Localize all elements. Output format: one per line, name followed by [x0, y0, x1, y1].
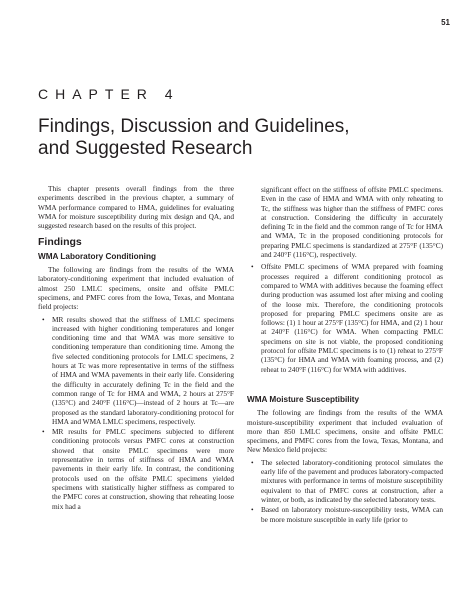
chapter-title [38, 116, 458, 160]
right-column [247, 185, 443, 525]
intro-paragraph: This chapter presents overall findings from the three experiments described in the previous chapter, a summary of WMA performance compared to HMA, guidelines for evaluating WMA for moisture susceptibility during mix design and QA, and suggested research based on the results of this project. [38, 184, 234, 231]
page-number: 51 [441, 18, 450, 27]
lab-finding-item: • Offsite PMLC specimens of WMA prepared with foaming processes required a different conditioning protocol as compared to WMA with additives because the foaming effect during production was assumed lost after mixing and cooling of the loose mix. Therefore, the conditioning protocols proposed for preparing PMLC specimens onsite are as follows: (1) 1 hour at 275°F (135°C) for HMA, and (2) 1 hour at 240°F (116°C) for WMA. When compacting PMLC specimens on site is not viable, the proposed conditioning protocol for offsite PMLC specimens is to (1) reheat to 275°F (135°C) for HMA and WMA with foaming process, and (2) reheat to 240°F (116°C) for WMA with additives. [247, 262, 443, 374]
findings-heading: Findings [38, 236, 82, 249]
lab-conditioning-heading: WMA Laboratory Conditioning [38, 251, 156, 261]
lab-intro-paragraph: The following are findings from the results of the WMA laboratory-conditioning experiment that included evaluation of almost 250 LMLC specimens, onsite and offsite PMLC specimens, and PMFC cores from the Iowa, Texas, and Montana field projects: [38, 265, 234, 312]
moisture-intro-paragraph: The following are findings from the results of the WMA moisture-susceptibility experiment that included evaluation of more than 850 LMLC specimens, onsite and offsite PMLC specimens, and PMFC cores from the Iowa, Texas, Montana, and New Mexico field projects: [247, 408, 443, 455]
lab-finding-item: • MR results for PMLC specimens subjected to different conditioning protocols versus PMFC cores at construction showed that onsite PMLC specimens were more representative in terms of stiffness of HMA and WMA pavements in their early life. In contrast, the conditioning protocols used on the offsite PMLC specimens yielded specimens with statistically higher stiffness as compared to the PMFC cores at construction, showing that reheating loose mix had a [38, 427, 234, 511]
moisture-finding-item: • The selected laboratory-conditioning protocol simulates the early life of the pavement and produces laboratory-compacted mixtures with performance in terms of moisture susceptibility equivalent to that of PMFC cores at construction, after a winter, or both, as indicated by the selected laboratory tests. [247, 458, 443, 504]
moisture-finding-item: • Based on laboratory moisture-susceptibility tests, WMA can be more moisture susceptible in early life (prior to [247, 505, 443, 524]
continuation-paragraph: significant effect on the stiffness of offsite PMLC specimens. Even in the case of HMA and WMA with only reheating to Tc, the stiffness was higher than the stiffness of PMFC cores at construction. Considering the difficulty in accurately defining Tc in the field and the common range of Tc for HMA and WMA, Tc in the proposed conditioning protocols for preparing PMLC specimens is standardized at 275°F (135°C) and 240°F (116°C), respectively. [261, 185, 443, 260]
chapter-title-line-2: and Suggested Research [38, 138, 253, 159]
left-column [38, 184, 234, 512]
moisture-susceptibility-heading: WMA Moisture Susceptibility [247, 394, 360, 404]
moisture-findings-list [247, 458, 443, 524]
lab-findings-list [38, 315, 234, 511]
lab-findings-list-continued [247, 262, 443, 374]
chapter-label: CHAPTER 4 [38, 86, 180, 102]
lab-finding-item: • MR results showed that the stiffness of LMLC specimens increased with higher conditioning temperatures and longer conditioning time and that WMA was more sensitive to conditioning temperature than conditioning time. Among the five selected conditioning protocols for LMLC specimens, 2 hours at Tc was more representative in terms of the stiffness of HMA and WMA pavements in their early life. Considering the difficulty in accurately defining Tc in the field and the common range of Tc for HMA and WMA, 2 hours at 275°F (135°C) and 240°F (116°C)—instead of 2 hours at Tc—are proposed as the standard laboratory-conditioning protocol for HMA and WMA LMLC specimens, respectively. [38, 315, 234, 427]
chapter-title-line-1: Findings, Discussion and Guidelines, [38, 116, 350, 137]
